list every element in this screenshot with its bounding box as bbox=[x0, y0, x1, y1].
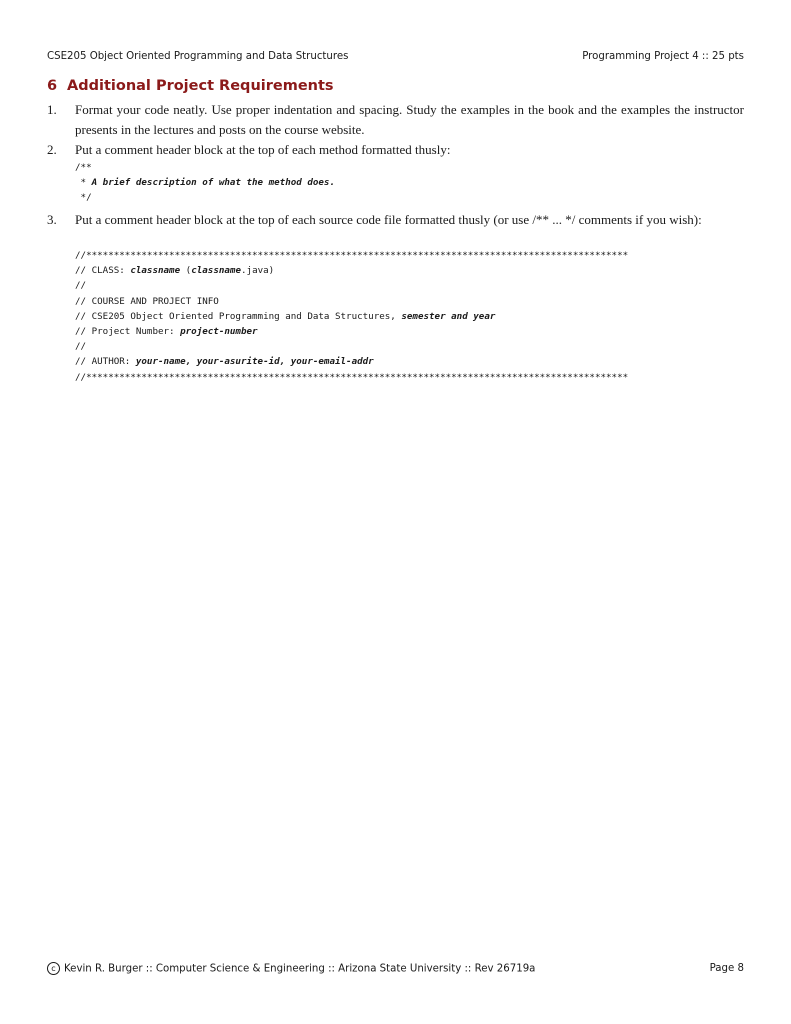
project-line bbox=[75, 324, 628, 339]
classname-placeholder: classname bbox=[130, 265, 181, 277]
section-heading bbox=[47, 78, 334, 94]
item-marker: 1. bbox=[47, 102, 57, 117]
section-title: Additional Project Requirements bbox=[67, 78, 334, 94]
footer-credit: Kevin R. Burger :: Computer Science & Engineering :: Arizona State University :: Rev 26719a bbox=[64, 963, 536, 974]
code-line bbox=[75, 175, 335, 190]
section-number: 6 bbox=[47, 78, 58, 94]
code-text: // AUTHOR: bbox=[75, 356, 136, 368]
code-text: ( bbox=[180, 265, 192, 277]
item-marker: 3. bbox=[47, 212, 57, 227]
header-project-title: Programming Project 4 :: 25 pts bbox=[582, 50, 744, 62]
semester-placeholder: semester and year bbox=[401, 310, 496, 322]
blank-comment-line: // bbox=[75, 341, 87, 353]
requirement-item-3 bbox=[47, 210, 744, 230]
requirement-item-1 bbox=[47, 100, 744, 140]
requirement-item-2 bbox=[47, 140, 744, 160]
course-info-line: // COURSE AND PROJECT INFO bbox=[75, 295, 219, 307]
code-text: // CSE205 Object Oriented Programming and Data Structures, bbox=[75, 310, 402, 322]
code-line: */ bbox=[75, 192, 92, 204]
method-description-placeholder: A brief description of what the method does. bbox=[91, 177, 335, 189]
blank-comment-line: // bbox=[75, 280, 87, 292]
item-text: Put a comment header block at the top of each source code file formatted thusly (or use /** ... */ comments if you wish): bbox=[75, 212, 702, 227]
project-number-placeholder: project-number bbox=[180, 326, 258, 338]
classname-file-placeholder: classname bbox=[191, 265, 241, 277]
author-line bbox=[75, 354, 628, 369]
rule-line: //************************************************************************************************** bbox=[75, 371, 629, 383]
item-marker: 2. bbox=[47, 142, 57, 157]
code-text: * bbox=[75, 177, 92, 189]
running-footer bbox=[47, 960, 744, 976]
code-text: // CLASS: bbox=[75, 265, 131, 277]
course-line bbox=[75, 309, 628, 324]
author-placeholder: your-name, your-asurite-id, your-email-addr bbox=[135, 356, 374, 368]
class-line bbox=[75, 263, 628, 278]
item-text: Format your code neatly. Use proper indentation and spacing. Study the examples in the book and the examples the instructor presents in the lectures and posts on the course website. bbox=[75, 102, 744, 137]
page-number: Page 8 bbox=[709, 962, 744, 974]
code-text: // Project Number: bbox=[75, 326, 181, 338]
copyright-icon: c bbox=[47, 962, 60, 975]
method-comment-block bbox=[75, 160, 335, 206]
rule-line: //************************************************************************************************** bbox=[75, 250, 629, 261]
file-comment-block bbox=[75, 248, 628, 385]
code-text: .java) bbox=[241, 265, 275, 277]
header-course-title: CSE205 Object Oriented Programming and Data Structures bbox=[47, 50, 349, 62]
footer-credit-group bbox=[47, 962, 535, 975]
item-text: Put a comment header block at the top of each method formatted thusly: bbox=[75, 142, 451, 157]
running-header bbox=[47, 49, 744, 63]
code-line: /** bbox=[75, 162, 92, 173]
